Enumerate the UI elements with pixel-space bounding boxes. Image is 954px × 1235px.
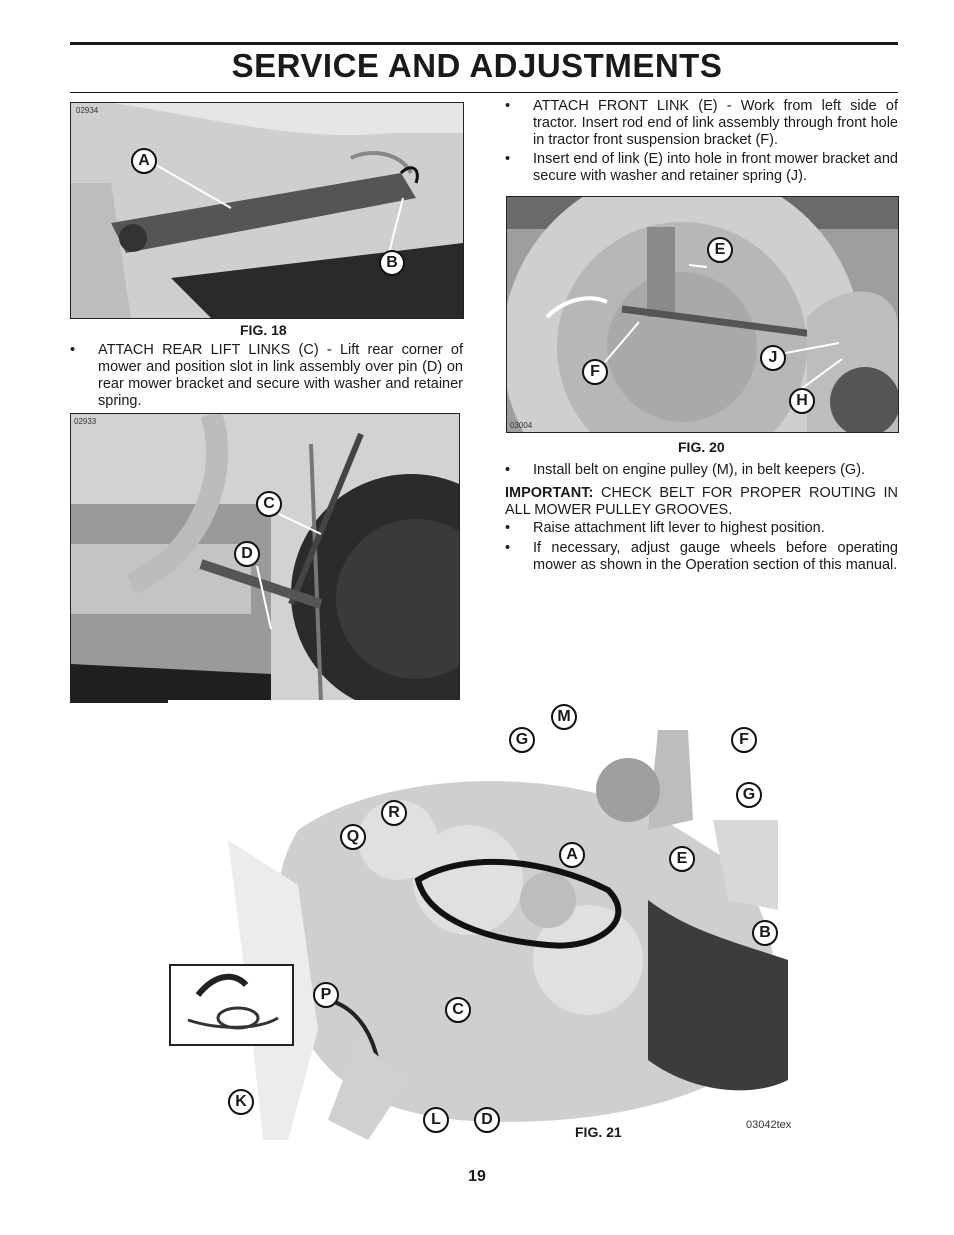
figure-21-callout-g-right: G [736,782,762,808]
figure-18-callout-b: B [379,250,405,276]
figure-21-callout-r: R [381,800,407,826]
figure-18-illustration [71,103,463,318]
figure-18-caption: FIG. 18 [240,322,287,338]
figure-21-caption: FIG. 21 [575,1124,622,1140]
figure-20-callout-e: E [707,237,733,263]
figure-19-image [70,413,460,703]
front-link-bullet-1 [505,98,898,150]
rear-link-bullet [70,342,463,412]
figure-19-illustration [71,414,459,702]
figure-20-illustration [507,197,898,432]
important-note [505,485,898,519]
belt-text-1: Install belt on engine pulley (M), in belt keepers (G). [533,462,866,478]
figure-21-callout-p: P [313,982,339,1008]
figure-21-callout-a: A [559,842,585,868]
figure-18-callout-a: A [131,148,157,174]
figure-21-callout-g-top: G [509,727,535,753]
figure-20-callout-h: H [789,388,815,414]
bullet-dot: • [505,151,511,167]
figure-19-callout-c: C [256,491,282,517]
figure-21-illustration [168,700,808,1150]
bullet-dot: • [70,342,76,358]
figure-20-callout-f: F [582,359,608,385]
figure-21-callout-b: B [752,920,778,946]
figure-21-callout-f: F [731,727,757,753]
figure-20-image [506,196,899,433]
belt-bullet-3 [505,540,898,592]
front-link-text-2: Insert end of link (E) into hole in front mower bracket and secure with washer and retainer spring (J). [533,151,898,184]
front-link-bullet-2 [505,151,898,187]
figure-20-caption: FIG. 20 [678,439,725,455]
rear-link-text: ATTACH REAR LIFT LINKS (C) - Lift rear corner of mower and position slot in link assembly over pin (D) on rear mower bracket and secure with washer and retainer spring. [98,342,463,409]
figure-20-callout-j: J [760,345,786,371]
figure-21-callout-q: Q [340,824,366,850]
figure-20-code: 03004 [510,421,533,430]
bullet-dot: • [505,540,511,556]
figure-18-code: 02934 [76,106,99,115]
bullet-dot: • [505,520,511,536]
header-rule-top [70,42,898,45]
figure-21-callout-c: C [445,997,471,1023]
bullet-dot: • [505,98,511,114]
belt-text-2: Raise attachment lift lever to highest position. [533,520,825,536]
header-rule-bottom [70,92,898,93]
bullet-dot: • [505,462,511,478]
important-text: CHECK BELT FOR PROPER ROUTING IN ALL MOWER PULLEY GROOVES. [505,485,899,518]
figure-21-callout-k: K [228,1089,254,1115]
page-number: 19 [468,1168,486,1185]
figure-19-code: 02933 [74,417,97,426]
belt-bullet-2 [505,520,898,538]
figure-18-image [70,102,464,319]
figure-21-callout-e: E [669,846,695,872]
belt-bullet-1 [505,462,898,480]
important-label: IMPORTANT: [505,485,594,501]
figure-21-callout-l: L [423,1107,449,1133]
figure-19-callout-d: D [234,541,260,567]
figure-21-callout-d: D [474,1107,500,1133]
figure-21-image [168,700,808,1150]
figure-21-callout-m: M [551,704,577,730]
page-title: SERVICE AND ADJUSTMENTS [231,47,723,84]
figure-21-code: 03042tex [746,1119,792,1131]
belt-text-3: If necessary, adjust gauge wheels before operating mower as shown in the Operation section of this manual. [533,540,898,573]
front-link-text-1: ATTACH FRONT LINK (E) - Work from left side of tractor. Insert rod end of link assembly through front hole in tractor front suspension bracket (F). [533,98,898,148]
